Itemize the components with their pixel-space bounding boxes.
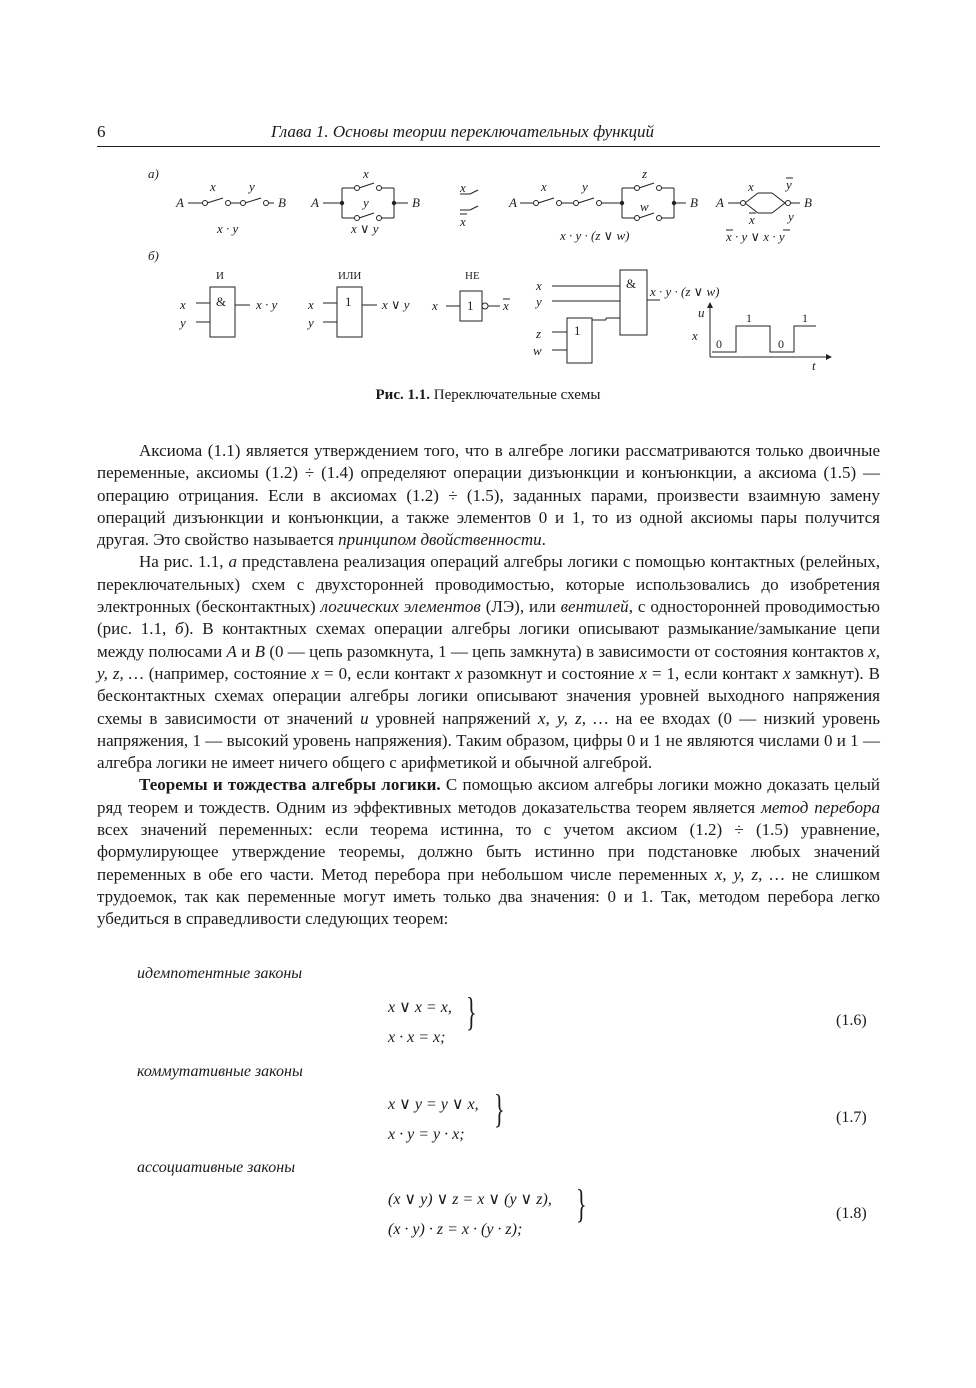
timing-x-label: x <box>692 328 698 343</box>
p2-g: (например, состояние <box>143 663 312 683</box>
caption-number: Рис. 1.1. <box>375 387 430 403</box>
p2-em3: вентилей <box>560 597 629 617</box>
combo-input-y: y <box>536 294 542 309</box>
p1-emphasis: принципом двойственности <box>338 530 542 550</box>
combo-input-w: w <box>533 343 542 358</box>
p2-a: На рис. 1.1, <box>139 552 229 572</box>
figure-label-a: а) <box>148 166 159 181</box>
chapter-title: Глава 1. Основы теории переключательных функций <box>271 122 655 141</box>
or-input-y: y <box>308 315 314 330</box>
timing-level-1: 0 <box>716 337 722 351</box>
eq-1-8-line-1: (x ∨ y) ∨ z = x ∨ (y ∨ z), <box>388 1191 552 1208</box>
p3-a: С помощью аксиом алгебры логики можно доказать целый ряд теорем и тождеств. Одним из эффективных методов доказательства теорем является <box>97 775 880 817</box>
pole-a-5: A <box>716 195 724 210</box>
eq-1-8-number: (1.8) <box>836 1205 867 1222</box>
contact-z-4: z <box>642 166 648 181</box>
body-text <box>97 440 880 931</box>
and-input-y: y <box>180 315 186 330</box>
pole-b-5: B <box>804 195 812 210</box>
contact-x-5: x <box>748 179 754 194</box>
p2-x2: x <box>455 663 463 683</box>
p1-text: Аксиома (1.1) является утверждением того, что в алгебре логики рассматриваются только двоичные переменные, аксиомы (1.2) ÷ (1.4) определяют операции дизъюнкции и конъюнкции, а аксиома (1.5) — операцию отрицания. Если в аксиомах (1.2) ÷ (1.5), заданных парами, произвести взаимную замену операций дизъюнкции и конъюнкции, а также элементов 0 и 1, то из одной аксиомы пары получится другая. Это свойство называется <box>97 441 880 550</box>
figure-label-b: б) <box>148 248 159 263</box>
combo-and-symbol: & <box>626 276 637 291</box>
eq-1-8-line-2: (x · y) · z = x · (y · z); <box>388 1221 523 1238</box>
and-symbol: & <box>216 294 227 309</box>
gate-and-title: И <box>216 270 224 282</box>
not-input-x: x <box>432 298 438 313</box>
contact-x-2: x <box>363 166 369 181</box>
timing-t-label: t <box>812 358 816 373</box>
p2-and: и <box>236 641 255 661</box>
eq-1-6-brace: } <box>466 989 477 1034</box>
p2-d: , с односторонней проводимостью (рис. 1.1, <box>97 597 880 639</box>
p2-j: = 1, если контакт <box>646 663 783 683</box>
figure-caption <box>0 387 976 404</box>
contact-xbar-3: x <box>460 214 466 229</box>
p3-b: всех значений переменных: если теорема истинна, то с учетом аксиом (1.2) ÷ (1.5) уравнение, формулирующее утверждение теоремы, должно быть истинно при подстановке любых значений переменных в обе его части. Метод перебора при небольшом числе переменных <box>97 820 880 884</box>
p3-c: не слишком трудоемок, так как переменные могут иметь только два значения: 0 и 1. Так, методом перебора легко убедиться в справедливости следующих теорем: <box>97 864 880 929</box>
p2-u: u <box>360 708 369 728</box>
and-input-x: x <box>180 297 186 312</box>
contact-x-4: x <box>541 179 547 194</box>
paragraph-2 <box>97 551 880 774</box>
combo-input-x: x <box>536 278 542 293</box>
or-input-x: x <box>308 297 314 312</box>
eq-1-7-line-1: x ∨ y = y ∨ x, <box>388 1096 479 1113</box>
eq-1-6-number: (1.6) <box>836 1012 867 1029</box>
pole-a-1: A <box>176 195 184 210</box>
eq-1-6-line-2: x · x = x; <box>388 1029 446 1046</box>
p2-A: A <box>226 641 237 661</box>
p2-em4: б <box>175 619 184 639</box>
p3-em: метод перебора <box>761 797 880 817</box>
eq-1-6-line-1: x ∨ x = x, <box>388 999 452 1016</box>
eq-1-7-number: (1.7) <box>836 1109 867 1126</box>
p2-em2: логических элементов <box>320 597 481 617</box>
contact-x-3: x <box>460 180 466 195</box>
p2-m: на ее входах (0 — низкий уровень напряжения, 1 — высокий уровень напряжения). Таким образом, цифры 0 и 1 не являются числами 0 и 1 — алгебра логики не имеет ничего общего с арифметикой и обычной алгеброй. <box>97 708 881 773</box>
eq-label-associative: ассоциативные законы <box>137 1159 296 1176</box>
pole-b-1: B <box>278 195 286 210</box>
p2-c: (ЛЭ), или <box>480 597 561 617</box>
contact-x-1: x <box>210 179 216 194</box>
expr-xor: x · y ∨ x · y <box>726 229 785 244</box>
gate-or-title: ИЛИ <box>338 270 362 282</box>
eq-1-7-line-2: x · y = y · x; <box>388 1126 465 1143</box>
p2-h: = 0, если контакт <box>319 663 456 683</box>
contact-y-2: y <box>363 195 369 210</box>
contact-w-4: w <box>640 199 649 214</box>
p2-l: уровней напряжений <box>368 708 538 728</box>
and-output: x · y <box>256 297 278 312</box>
p2-f: (0 — цепь разомкнута, 1 — цепь замкнута) в зависимости от состояния контактов <box>265 641 869 661</box>
p2-vars2: x, y, z, … <box>537 708 609 728</box>
paragraph-3 <box>97 774 880 930</box>
gate-not-title: НЕ <box>465 270 480 282</box>
running-header <box>97 120 880 147</box>
pole-b-2: B <box>412 195 420 210</box>
pole-a-4: A <box>509 195 517 210</box>
not-symbol: 1 <box>467 298 474 313</box>
p2-b: представлена реализация операций алгебры логики с помощью контактных (релейных, переключательных) схем с двухсторонней проводимостью, которые использовались до изобретения электронных (бесконтактных) <box>97 552 880 617</box>
p2-x3: x <box>639 663 647 683</box>
p2-i: разомкнут и состояние <box>462 663 640 683</box>
p2-B: B <box>254 641 266 661</box>
expr-and: x · y <box>217 221 239 236</box>
eq-label-commutative: коммутативные законы <box>137 1063 303 1080</box>
contact-xbar-5: x <box>749 212 755 227</box>
eq-label-idempotent: идемпотентные законы <box>137 965 303 982</box>
combo-or-symbol: 1 <box>574 323 581 338</box>
timing-level-2: 1 <box>746 311 752 325</box>
pole-b-4: B <box>690 195 698 210</box>
p2-e: ). В контактных схемах операции алгебры логики описывают размыкание/замыкание цепи между полюсами <box>97 619 880 661</box>
expr-or: x ∨ y <box>351 221 379 236</box>
p2-k: замкнут). В бесконтактных схемах операции алгебры логики описывают значения уровней выходного напряжения схемы в зависимости от значений <box>97 663 880 728</box>
or-symbol: 1 <box>345 294 352 309</box>
or-output: x ∨ y <box>382 297 410 312</box>
contact-y-1: y <box>249 179 255 194</box>
p2-x4: x <box>782 663 791 683</box>
timing-u-label: u <box>698 305 705 320</box>
p3-heading: Теоремы и тождества алгебры логики. <box>139 775 441 795</box>
p2-vars: x, y, z, … <box>97 641 880 683</box>
combo-output: x · y · (z ∨ w) <box>650 284 720 299</box>
p3-vars: x, y, z, … <box>714 864 785 884</box>
timing-level-3: 0 <box>778 337 784 351</box>
eq-1-7-brace: } <box>494 1086 505 1131</box>
combo-input-z: z <box>536 326 542 341</box>
paragraph-1 <box>97 440 880 551</box>
figure-switching-circuits <box>140 160 840 375</box>
not-output: x <box>503 298 509 313</box>
page-number: 6 <box>97 122 106 141</box>
p2-a-em: а <box>228 552 237 572</box>
contact-ybar-5: y <box>786 177 792 192</box>
expr-series-parallel: x · y · (z ∨ w) <box>560 228 630 243</box>
caption-text: Переключательные схемы <box>433 387 601 403</box>
p2-x1: x <box>311 663 320 683</box>
contact-y-5: y <box>788 209 794 224</box>
p1-end: . <box>541 530 546 550</box>
contact-y-4: y <box>582 179 588 194</box>
timing-level-4: 1 <box>802 311 808 325</box>
eq-1-8-brace: } <box>576 1181 587 1226</box>
pole-a-2: A <box>311 195 319 210</box>
